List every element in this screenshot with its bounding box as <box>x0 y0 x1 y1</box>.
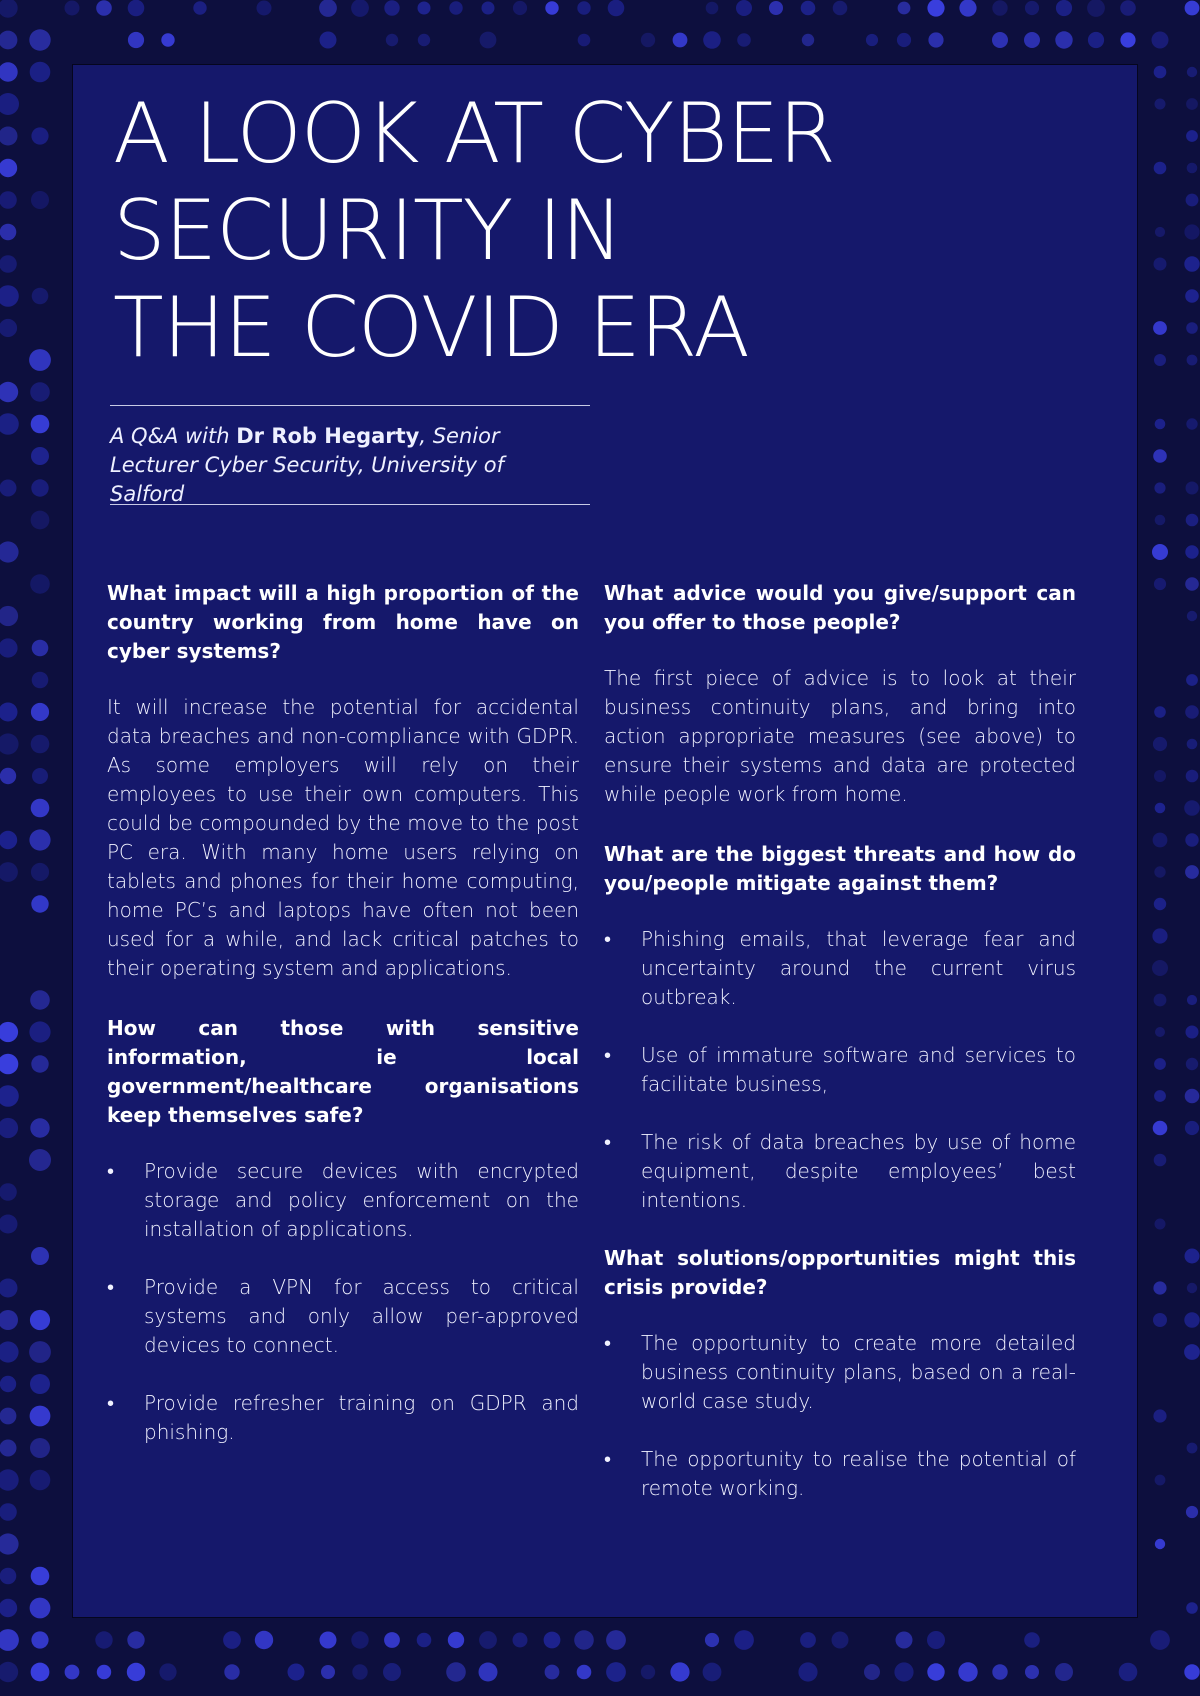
background-dot <box>319 0 337 17</box>
background-dot <box>31 735 50 754</box>
background-dot <box>1187 1443 1198 1454</box>
background-dot <box>705 1633 719 1647</box>
list-item-text: Provide a VPN for access to critical systems and only allow per-approved devices to connect. <box>144 1275 579 1357</box>
background-dot <box>1187 355 1198 366</box>
bullet-icon: • <box>604 1331 612 1355</box>
question-impact: What impact will a high proportion of the country working from home have on cyber systems? <box>107 581 579 663</box>
background-dot <box>0 382 18 402</box>
background-dot <box>0 127 18 146</box>
background-dot <box>670 1662 689 1681</box>
background-dot <box>448 1632 464 1648</box>
background-dot <box>1152 32 1169 49</box>
background-dot <box>351 0 369 17</box>
page-title <box>113 85 835 376</box>
background-dot <box>0 831 17 849</box>
background-dot <box>31 1663 50 1682</box>
background-dot <box>31 479 48 496</box>
background-dot <box>513 1633 528 1648</box>
list-item-text: Phishing emails, that leverage fear and uncertainty around the current virus outbreak. <box>641 927 1076 1009</box>
background-dot <box>798 1662 817 1681</box>
list-item <box>107 1273 579 1360</box>
background-dot <box>417 1633 432 1648</box>
background-dot <box>0 541 19 562</box>
background-dot <box>30 990 50 1010</box>
background-dot <box>0 0 18 18</box>
background-dot <box>31 415 50 434</box>
list-item-text: The opportunity to create more detailed business continuity plans, based on a real-world case study. <box>641 1331 1076 1413</box>
background-dot <box>1186 98 1198 110</box>
background-dot <box>898 2 911 15</box>
background-dot <box>577 1665 592 1680</box>
background-dot <box>30 574 50 594</box>
background-dot <box>769 1 783 15</box>
list-item <box>604 1445 1076 1503</box>
background-dot <box>1153 321 1167 335</box>
background-dot <box>1186 1506 1198 1518</box>
background-dot <box>1186 130 1198 142</box>
background-dot <box>161 33 174 46</box>
background-dot <box>608 0 625 16</box>
background-dot <box>1186 418 1197 429</box>
background-dot <box>30 1598 51 1619</box>
background-dot <box>832 1632 849 1649</box>
background-dot <box>1120 0 1136 16</box>
background-dot <box>0 703 18 722</box>
right-column <box>604 579 1076 1532</box>
background-dot <box>418 2 431 15</box>
background-dot <box>1186 514 1199 527</box>
question-advice: What advice would you give/support can you offer to those people? <box>604 581 1076 634</box>
background-dot <box>32 640 49 657</box>
background-dot <box>578 34 591 47</box>
background-dot <box>1185 1 1200 16</box>
background-dot <box>1056 0 1072 16</box>
background-dot <box>1154 354 1166 366</box>
background-dot <box>1184 800 1200 816</box>
background-dot <box>1024 32 1040 48</box>
background-dot <box>1150 1630 1170 1650</box>
background-dot <box>1087 0 1105 17</box>
background-dot <box>703 1663 722 1682</box>
background-dot <box>1088 32 1104 48</box>
background-dot <box>223 1631 241 1649</box>
background-dot <box>958 1662 977 1681</box>
background-dot <box>1186 194 1199 207</box>
background-dot <box>606 1630 626 1650</box>
question-threats: What are the biggest threats and how do you/people mitigate against them? <box>604 842 1076 895</box>
list-item-text: The opportunity to realise the potential of remote working. <box>641 1447 1076 1500</box>
background-dot <box>31 1567 50 1586</box>
background-dot <box>482 2 495 15</box>
background-dot <box>1154 578 1166 590</box>
background-dot <box>1154 706 1166 718</box>
background-dot <box>288 1664 305 1681</box>
list-item-text: Provide secure devices with encrypted storage and policy enforcement on the installation of applications. <box>144 1159 579 1241</box>
bullet-icon: • <box>604 927 612 951</box>
background-dot <box>1154 770 1166 782</box>
background-dot <box>1024 1632 1040 1648</box>
background-dot <box>127 1631 144 1648</box>
background-dot <box>1185 865 1199 879</box>
list-item <box>107 1389 579 1447</box>
opportunities-list <box>604 1329 1076 1503</box>
background-dot <box>0 1341 19 1362</box>
background-dot <box>544 1632 561 1649</box>
threats-list <box>604 925 1076 1215</box>
background-dot <box>0 1440 17 1457</box>
background-dot <box>0 733 19 754</box>
background-dot <box>0 413 19 435</box>
background-dot <box>224 1664 239 1679</box>
list-item <box>604 925 1076 1012</box>
background-dot <box>0 31 17 50</box>
background-dot <box>864 1664 880 1680</box>
background-dot <box>1186 1026 1199 1039</box>
background-dot <box>737 33 751 47</box>
background-dot <box>641 33 655 47</box>
background-dot <box>31 447 49 465</box>
bullet-icon: • <box>604 1130 612 1154</box>
background-dot <box>1119 1663 1138 1682</box>
background-dot <box>31 1631 48 1648</box>
background-dot <box>703 31 721 49</box>
background-dot <box>1153 1409 1166 1422</box>
background-dot <box>32 768 48 784</box>
background-dot <box>31 703 49 721</box>
title-line-1: A LOOK AT CYBER <box>113 85 835 182</box>
background-dot <box>896 1632 913 1649</box>
background-dot <box>30 62 51 83</box>
background-dot <box>320 1632 337 1649</box>
background-dot <box>0 1085 19 1107</box>
list-item-text: Provide refresher training on GDPR and phishing. <box>144 1391 579 1444</box>
background-dot <box>1187 739 1198 750</box>
background-dot <box>802 34 814 46</box>
background-dot <box>577 1 590 14</box>
background-dot <box>0 1629 19 1651</box>
background-dot <box>0 1503 17 1521</box>
background-dot <box>29 1021 50 1042</box>
list-item-text: Use of immature software and services to facilitate business, <box>641 1043 1076 1096</box>
background-dot <box>1155 803 1166 814</box>
background-dot <box>0 93 19 115</box>
background-dot <box>383 1663 401 1681</box>
background-dot <box>1154 866 1165 877</box>
answer-advice: The first piece of advice is to look at their business continuity plans, and bring into action appropriate measures (see above) to ensure their systems and data are protected while people work from home. <box>604 666 1076 806</box>
left-column <box>107 579 579 1476</box>
background-dot <box>351 1631 368 1648</box>
background-dot <box>352 1664 367 1679</box>
background-dot <box>1155 1539 1165 1549</box>
background-dot <box>0 1662 18 1682</box>
background-dot <box>0 1533 19 1554</box>
background-dot <box>30 1470 51 1491</box>
background-dot <box>31 895 48 912</box>
bullet-icon: • <box>107 1275 115 1299</box>
background-dot <box>384 0 399 15</box>
background-dot <box>1154 66 1167 79</box>
background-dot <box>386 34 398 46</box>
background-dot <box>31 1055 48 1072</box>
bullet-icon: • <box>604 1043 612 1067</box>
background-dot <box>894 1662 913 1681</box>
background-dot <box>1154 898 1166 910</box>
background-dot <box>959 0 976 17</box>
background-dot <box>0 1118 18 1138</box>
background-dot <box>1120 32 1135 47</box>
background-dot <box>0 768 16 784</box>
background-dot <box>320 32 337 49</box>
background-dot <box>1153 1313 1167 1327</box>
background-dot <box>30 382 50 402</box>
background-dot <box>1153 449 1167 463</box>
title-line-2: SECURITY IN <box>113 182 623 279</box>
background-dot <box>1184 256 1199 271</box>
background-dot <box>1154 1154 1167 1167</box>
background-dot <box>1187 67 1197 77</box>
background-dot <box>1154 1090 1166 1102</box>
byline-prefix: A Q&A with <box>110 424 237 448</box>
background-dot <box>545 1665 560 1680</box>
background-dot <box>1185 1089 1200 1104</box>
background-dot <box>927 1631 945 1649</box>
background-dot <box>1155 419 1166 430</box>
background-dot <box>255 1631 273 1649</box>
background-dot <box>1184 224 1199 239</box>
bullet-icon: • <box>604 1447 612 1471</box>
background-dot <box>29 1149 51 1171</box>
background-dot <box>384 1632 400 1648</box>
background-dot <box>31 863 49 881</box>
background-dot <box>833 1 848 16</box>
background-dot <box>128 0 145 16</box>
background-dot <box>29 29 50 50</box>
background-dot <box>0 1022 18 1042</box>
background-dot <box>992 32 1008 48</box>
background-dot <box>1186 322 1198 334</box>
background-dot <box>1185 289 1199 303</box>
background-dot <box>1186 1602 1198 1614</box>
background-dot <box>0 1310 18 1330</box>
background-dot <box>992 0 1007 15</box>
background-dot <box>31 799 50 818</box>
background-dot <box>641 1665 655 1679</box>
background-dot <box>800 1632 816 1648</box>
background-dot <box>29 349 51 371</box>
background-dot <box>1185 833 1198 846</box>
background-dot <box>65 1 80 16</box>
background-dot <box>1187 995 1197 1005</box>
background-dot <box>1186 770 1199 783</box>
background-dot <box>0 1054 18 1075</box>
background-dot <box>1055 31 1072 48</box>
background-dot <box>1154 162 1167 175</box>
background-dot <box>1154 994 1167 1007</box>
background-dot <box>1185 1249 1200 1264</box>
background-dot <box>736 0 752 16</box>
list-item <box>604 1041 1076 1099</box>
background-dot <box>1154 482 1165 493</box>
background-dot <box>30 1438 50 1458</box>
background-dot <box>31 191 49 209</box>
background-dot <box>0 62 18 81</box>
byline-bottom-divider <box>110 504 590 505</box>
background-dot <box>96 0 112 16</box>
background-dot <box>1153 1281 1166 1294</box>
background-dot <box>927 0 944 17</box>
background-dot <box>1187 163 1198 174</box>
background-dot <box>0 319 17 337</box>
background-dot <box>1186 1058 1198 1070</box>
background-dot <box>1154 258 1167 271</box>
background-dot <box>0 1183 17 1201</box>
article-panel <box>72 64 1138 1618</box>
background-dot <box>673 33 688 48</box>
list-item <box>107 1157 579 1244</box>
background-dot <box>1025 1665 1039 1679</box>
background-dot <box>418 34 430 46</box>
background-dot <box>1155 1475 1166 1486</box>
background-dot <box>0 1408 16 1425</box>
background-dot <box>0 191 17 209</box>
background-dot <box>0 224 16 241</box>
background-dot <box>479 1663 498 1682</box>
background-dot <box>1185 705 1199 719</box>
background-dot <box>928 32 943 47</box>
background-dot <box>321 1665 335 1679</box>
background-dot <box>1184 1344 1200 1360</box>
background-dot <box>1185 545 1198 558</box>
background-dot <box>606 1662 626 1682</box>
background-dot <box>449 1 462 14</box>
list-item <box>604 1329 1076 1416</box>
background-dot <box>1185 1121 1199 1135</box>
background-dot <box>31 511 50 530</box>
byline-role: , Senior Lecturer Cyber Security, University of Salford <box>110 424 505 506</box>
background-dot <box>1055 1663 1073 1681</box>
background-dot <box>480 32 497 49</box>
background-dot <box>1025 1 1039 15</box>
byline-author: Dr Rob Hegarty <box>236 424 420 448</box>
background-dot <box>30 1310 50 1330</box>
background-dot <box>1187 611 1197 621</box>
background-dot <box>801 1 816 16</box>
background-dot <box>1184 1664 1199 1679</box>
background-dot <box>1155 515 1166 526</box>
background-dot <box>927 1663 944 1680</box>
list-item-text: The risk of data breaches by use of home equipment, despite employees’ best intentions. <box>641 1130 1076 1212</box>
background-dot <box>32 672 49 689</box>
background-dot <box>1186 674 1198 686</box>
background-dot <box>1155 227 1165 237</box>
background-dot <box>30 1374 50 1394</box>
bullet-icon: • <box>107 1391 115 1415</box>
byline-top-divider <box>110 405 590 406</box>
background-dot <box>97 1665 111 1679</box>
background-dot <box>479 1631 497 1649</box>
background-dot <box>127 1663 145 1681</box>
background-dot <box>31 1247 49 1265</box>
background-dot <box>30 1118 49 1137</box>
title-line-3: THE COVID ERA <box>113 279 749 376</box>
background-dot <box>734 1630 754 1650</box>
background-dot <box>29 829 50 850</box>
background-dot <box>1186 482 1199 495</box>
background-dot <box>257 1 272 16</box>
answer-impact: It will increase the potential for accidental data breaches and non-compliance with GDPR. As some employers will rely on their employees to use their own computers. This could be compounded by the move to the post PC era. With many home users relying on tablets and phones for their home computing, home PC’s and laptops have often not been used for a while, and lack critical patches to their operating system and applications. <box>107 695 579 980</box>
background-dot <box>128 32 144 48</box>
background-dot <box>1153 1121 1168 1136</box>
background-dot <box>0 1279 18 1298</box>
background-dot <box>545 1 558 14</box>
background-dot <box>706 2 719 15</box>
background-dot <box>1155 1219 1166 1230</box>
background-dot <box>0 638 18 657</box>
background-dot <box>1185 577 1199 591</box>
background-dot <box>0 159 17 177</box>
background-dot <box>30 1406 51 1427</box>
background-dot <box>446 1662 466 1682</box>
safety-measures-list <box>107 1157 579 1447</box>
background-dot <box>0 862 18 882</box>
background-dot <box>0 1376 16 1392</box>
question-sensitive-info: How can those with sensitive information, ie local government/healthcare organisations keep themselves safe? <box>107 1016 579 1127</box>
background-dot <box>0 255 17 273</box>
background-dot <box>574 1630 594 1650</box>
background-dot <box>32 288 49 305</box>
background-dot <box>0 1215 18 1234</box>
background-dot <box>0 1469 19 1490</box>
background-dot <box>0 285 19 307</box>
background-dot <box>95 1631 112 1648</box>
background-dot <box>1187 1283 1197 1293</box>
background-dot <box>0 1599 17 1617</box>
background-dot <box>65 1665 80 1680</box>
background-dot <box>0 480 17 497</box>
background-dot <box>159 1663 176 1680</box>
background-dot <box>513 1 527 15</box>
background-dot <box>866 34 878 46</box>
background-dot <box>1155 99 1166 110</box>
byline <box>110 422 580 509</box>
background-dot <box>1184 1312 1199 1327</box>
background-dot <box>193 1 206 14</box>
background-dot <box>1155 1027 1165 1037</box>
background-dot <box>0 1568 16 1585</box>
background-dot <box>1152 544 1168 560</box>
bullet-icon: • <box>107 1159 115 1183</box>
background-dot <box>1153 737 1167 751</box>
background-dot <box>1153 833 1168 848</box>
background-dot <box>1152 928 1167 943</box>
background-dot <box>31 127 48 144</box>
background-dot <box>992 1664 1007 1679</box>
background-dot <box>1152 960 1168 976</box>
list-item <box>604 1128 1076 1215</box>
background-dot <box>29 1341 51 1363</box>
question-opportunities: What solutions/opportunities might this crisis provide? <box>604 1246 1076 1299</box>
background-dot <box>1154 1058 1166 1070</box>
background-dot <box>0 606 18 626</box>
background-dot <box>897 33 911 47</box>
